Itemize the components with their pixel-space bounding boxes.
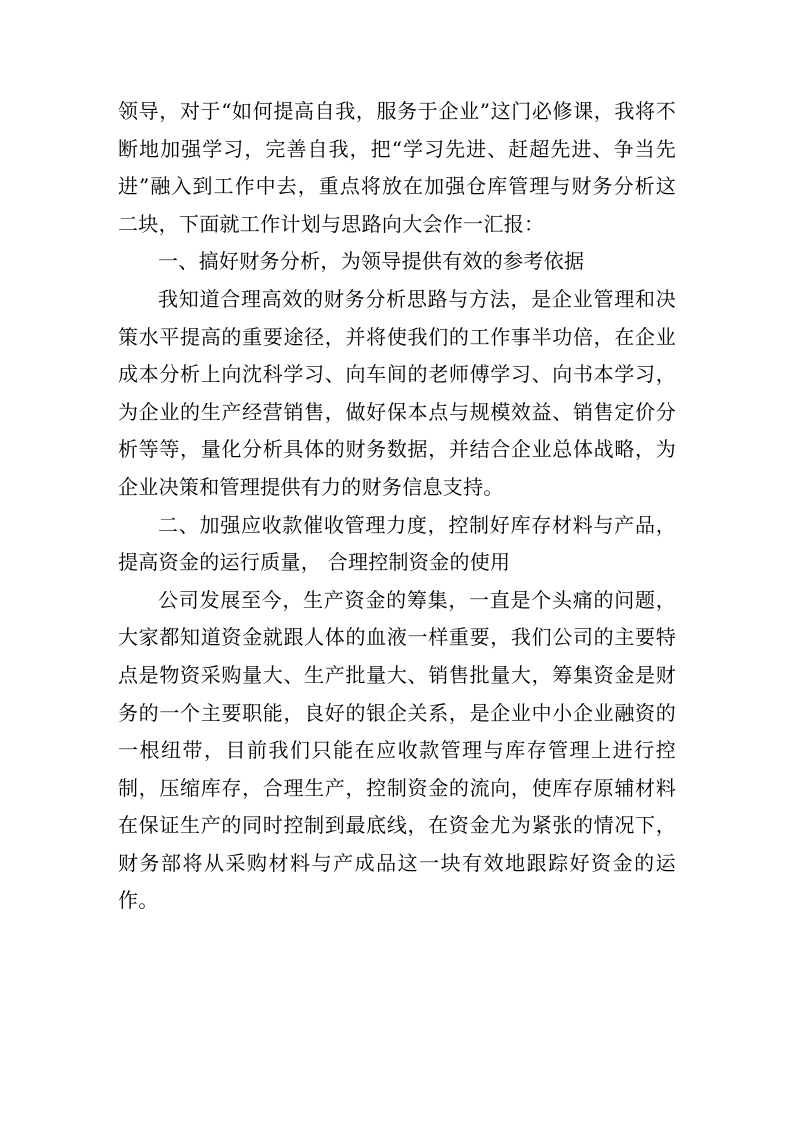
paragraph-financial-analysis: 我知道合理高效的财务分析思路与方法，是企业管理和决策水平提高的重要途径，并将使我们的工作事半功倍，在企业成本分析上向沈科学习、向车间的老师傅学习、向书本学习，为企业的生产经营销售，做好保本点与规模效益、销售定价分析等等，量化分析具体的财务数据，并结合企业总体战略，为企业决策和管理提供有力的财务信息支持。	[118, 286, 676, 499]
document-body	[118, 93, 676, 920]
section-heading-financial-analysis: 一、搞好财务分析，为领导提供有效的参考依据	[158, 249, 585, 274]
section-heading-receivables-inventory: 二、加强应收款催收管理力度，控制好库存材料与产品，提高资金的运行质量， 合理控制资金的使用	[118, 512, 676, 575]
paragraph-intro-continuation: 领导，对于“如何提高自我，服务于企业”这门必修课，我将不断地加强学习，完善自我，把“学习先进、赶超先进、争当先进”融入到工作中去，重点将放在加强仓库管理与财务分析这二块，下面就工作计划与思路向大会作一汇报：	[118, 99, 676, 236]
paragraph-capital-management: 公司发展至今，生产资金的筹集，一直是个头痛的问题，大家都知道资金就跟人体的血液一样重要，我们公司的主要特点是物资采购量大、生产批量大、销售批量大，筹集资金是财务的一个主要职能，良好的银企关系，是企业中小企业融资的一根纽带，目前我们只能在应收款管理与库存管理上进行控制，压缩库存，合理生产，控制资金的流向，使库存原辅材料在保证生产的同时控制到最底线，在资金尤为紧张的情况下，财务部将从采购材料与产成品这一块有效地跟踪好资金的运作。	[118, 587, 676, 913]
